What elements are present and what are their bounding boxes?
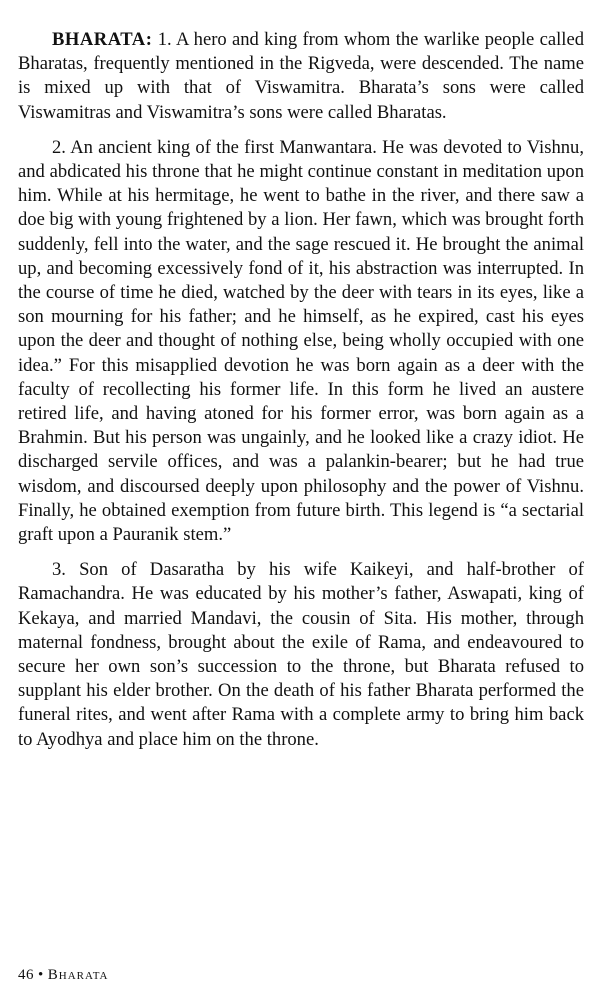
entry-paragraph-1	[18, 28, 584, 125]
paragraph-number: 2.	[52, 136, 66, 158]
running-head: Bharata	[47, 967, 109, 983]
page-footer	[18, 967, 109, 984]
paragraph-number: 1.	[157, 29, 172, 50]
paragraph-number: 3.	[52, 559, 66, 581]
page-body	[18, 28, 584, 763]
entry-paragraph-3	[18, 558, 584, 752]
footer-separator: •	[38, 967, 44, 983]
entry-headword: BHARATA:	[52, 29, 153, 50]
entry-paragraph-2	[18, 136, 584, 547]
paragraph-text: A hero and king from whom the warlike people called Bharatas, frequently mentioned in the Rigveda, were descended. The name is mixed up with that of Viswamitra. Bharata’s sons were called Viswamitras and Viswamitra’s sons were called Bharatas.	[18, 29, 584, 123]
dictionary-entry	[18, 28, 584, 752]
paragraph-text: Son of Dasaratha by his wife Kaikeyi, and half-brother of Ramachandra. He was educated by his mother’s father, Aswapati, king of Kekaya, and married Mandavi, the cousin of Sita. His mother, through maternal fondness, brought about the exile of Rama, and endeavoured to secure her own son’s succession to the throne, but Bharata refused to supplant his elder brother. On the death of his father Bharata performed the funeral rites, and went after Rama with a complete army to bring him back to Ayodhya and place him on the throne.	[18, 559, 584, 750]
page-number: 46	[18, 967, 34, 983]
paragraph-text: An ancient king of the first Manwantara. He was devoted to Vishnu, and abdicated his throne that he might continue constant in meditation upon him. While at his hermitage, he went to bathe in the river, and there saw a doe big with young frightened by a lion. Her fawn, which was brought forth suddenly, fell into the water, and the sage rescued it. He brought the animal up, and becoming excessively fond of it, his abstraction was interrupted. In the course of time he died, watched by the deer with tears in its eyes, like a son mourning for his father; and he himself, as he expired, cast his eyes upon the deer and thought of nothing else, being wholly occupied with one idea.” For this misapplied devotion he was born again as a deer with the faculty of recollecting his former life. In this form he lived an austere retired life, and having atoned for his former error, was born again as a Brahmin. But his person was ungainly, and he looked like a crazy idiot. He discharged servile offices, and was a palankin-bearer; but he had true wisdom, and discoursed deeply upon philosophy and the power of Vishnu. Finally, he obtained exemption from future birth. This legend is “a sectarial graft upon a Pauranik stem.”	[18, 136, 584, 546]
